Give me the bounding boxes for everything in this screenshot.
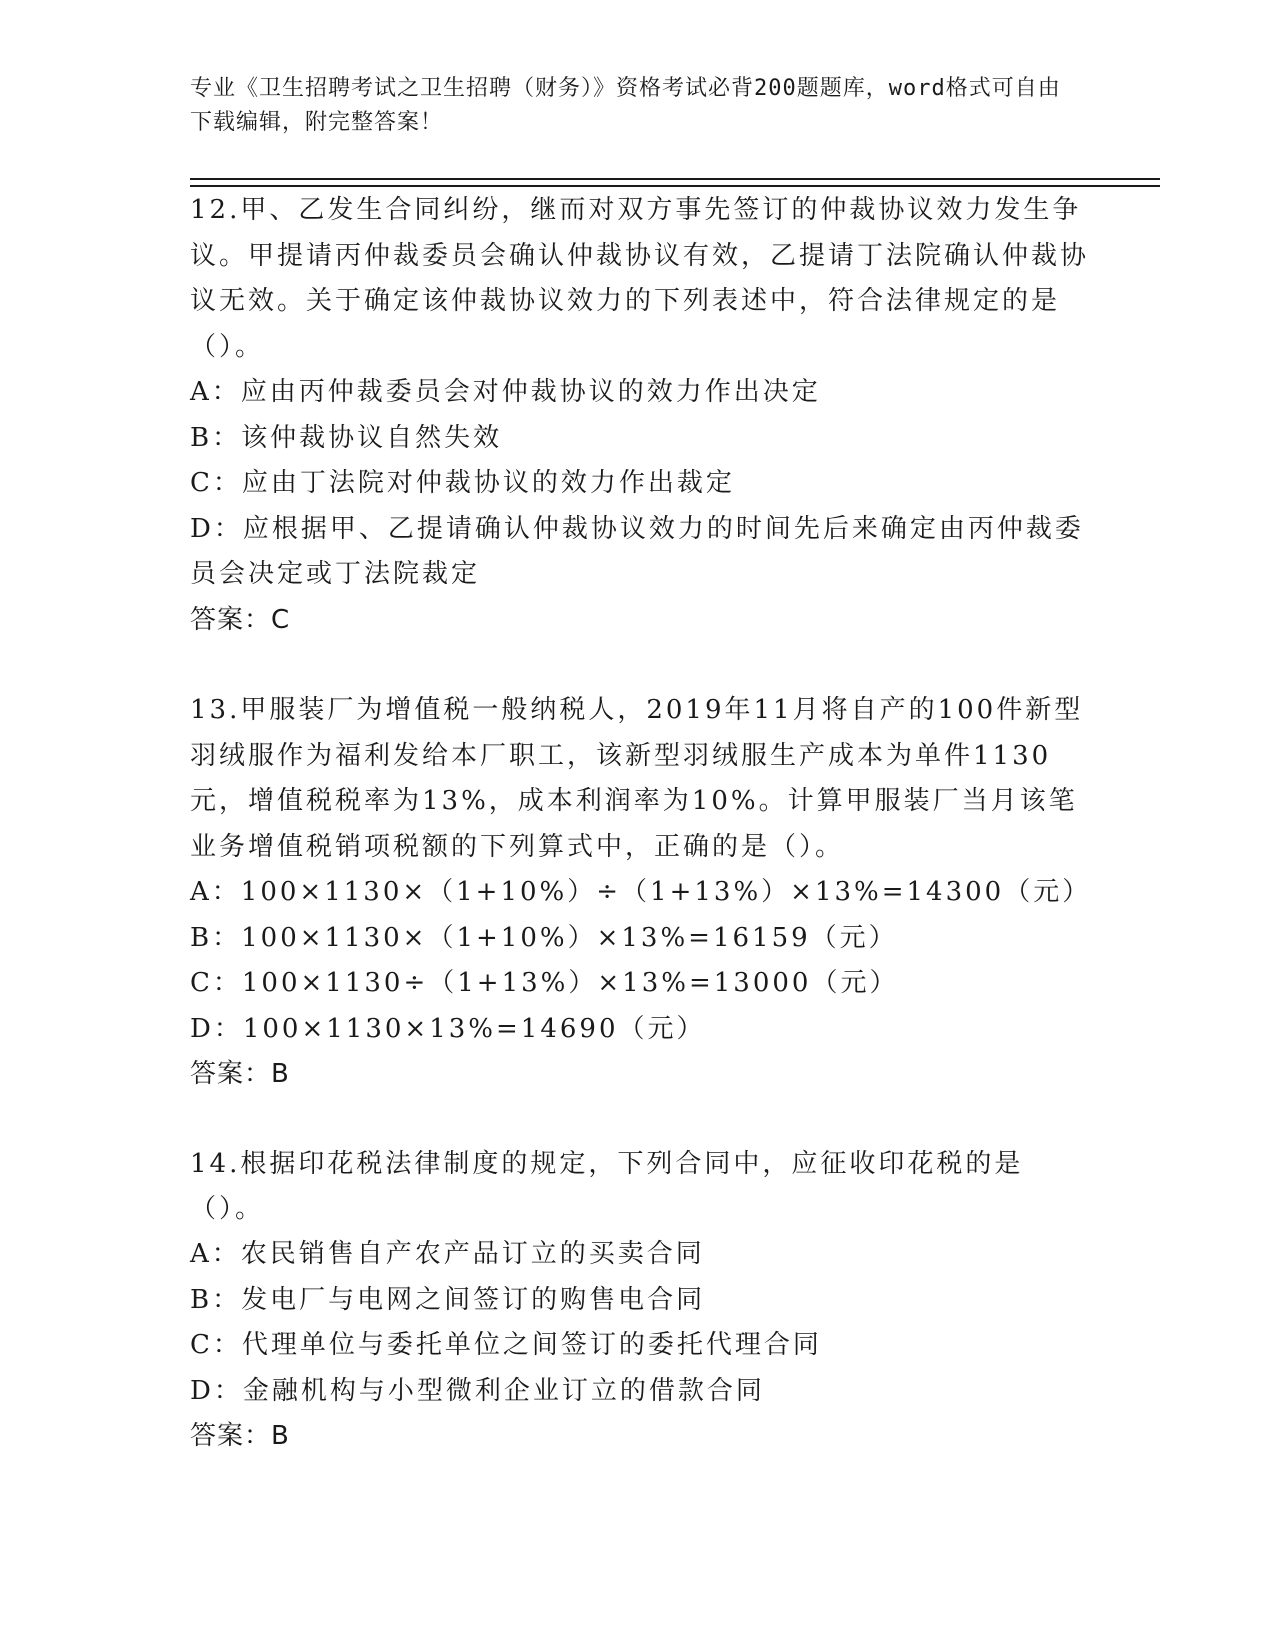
option-c: C：100×1130÷（1+13%）×13%=13000（元） — [190, 968, 899, 998]
answer: 答案：C — [190, 604, 291, 635]
question-12 — [190, 188, 1090, 643]
header-divider-line — [190, 178, 1160, 180]
option-b: B：100×1130×（1+10%）×13%=16159（元） — [190, 922, 898, 953]
option-d: D：应根据甲、乙提请确认仲裁协议效力的时间先后来确定由丙仲裁委员会决定或丁法院裁定 — [190, 513, 1084, 589]
option-d: D：100×1130×13%=14690（元） — [190, 1013, 706, 1044]
question-stem: 13.甲服装厂为增值税一般纳税人，2019年11月将自产的100件新型羽绒服作为福利发给本厂职工，该新型羽绒服生产成本为单件1130元，增值税税率为13%，成本利润率为10%。计算甲服装厂当月该笔业务增值税销项税额的下列算式中，正确的是（）。 — [190, 695, 1084, 862]
question-stem: 12.甲、乙发生合同纠纷，继而对双方事先签订的仲裁协议效力发生争议。甲提请丙仲裁委员会确认仲裁协议有效，乙提请丁法院确认仲裁协议无效。关于确定该仲裁协议效力的下列表述中，符合法律规定的是（）。 — [190, 195, 1090, 362]
option-c: C：应由丁法院对仲裁协议的效力作出裁定 — [190, 468, 735, 498]
option-c: C：代理单位与委托单位之间签订的委托代理合同 — [190, 1330, 822, 1360]
answer: 答案：B — [190, 1059, 290, 1089]
header-divider-line — [190, 185, 1160, 187]
question-14 — [190, 1142, 1090, 1460]
question-13 — [190, 688, 1090, 1098]
option-b: B：该仲裁协议自然失效 — [190, 422, 503, 453]
option-a: A：农民销售自产农产品订立的买卖合同 — [190, 1239, 705, 1269]
document-header: 专业《卫生招聘考试之卫生招聘（财务）》资格考试必背200题题库，word格式可自由下载编辑，附完整答案！ — [190, 76, 1061, 135]
option-b: B：发电厂与电网之间签订的购售电合同 — [190, 1284, 706, 1315]
question-stem: 14.根据印花税法律制度的规定，下列合同中，应征收印花税的是（）。 — [190, 1149, 1024, 1224]
option-d: D：金融机构与小型微利企业订立的借款合同 — [190, 1375, 765, 1406]
answer: 答案：B — [190, 1421, 290, 1451]
option-a: A：应由丙仲裁委员会对仲裁协议的效力作出决定 — [190, 377, 821, 407]
option-a: A：100×1130×（1+10%）÷（1+13%）×13%=14300（元） — [190, 877, 1092, 907]
